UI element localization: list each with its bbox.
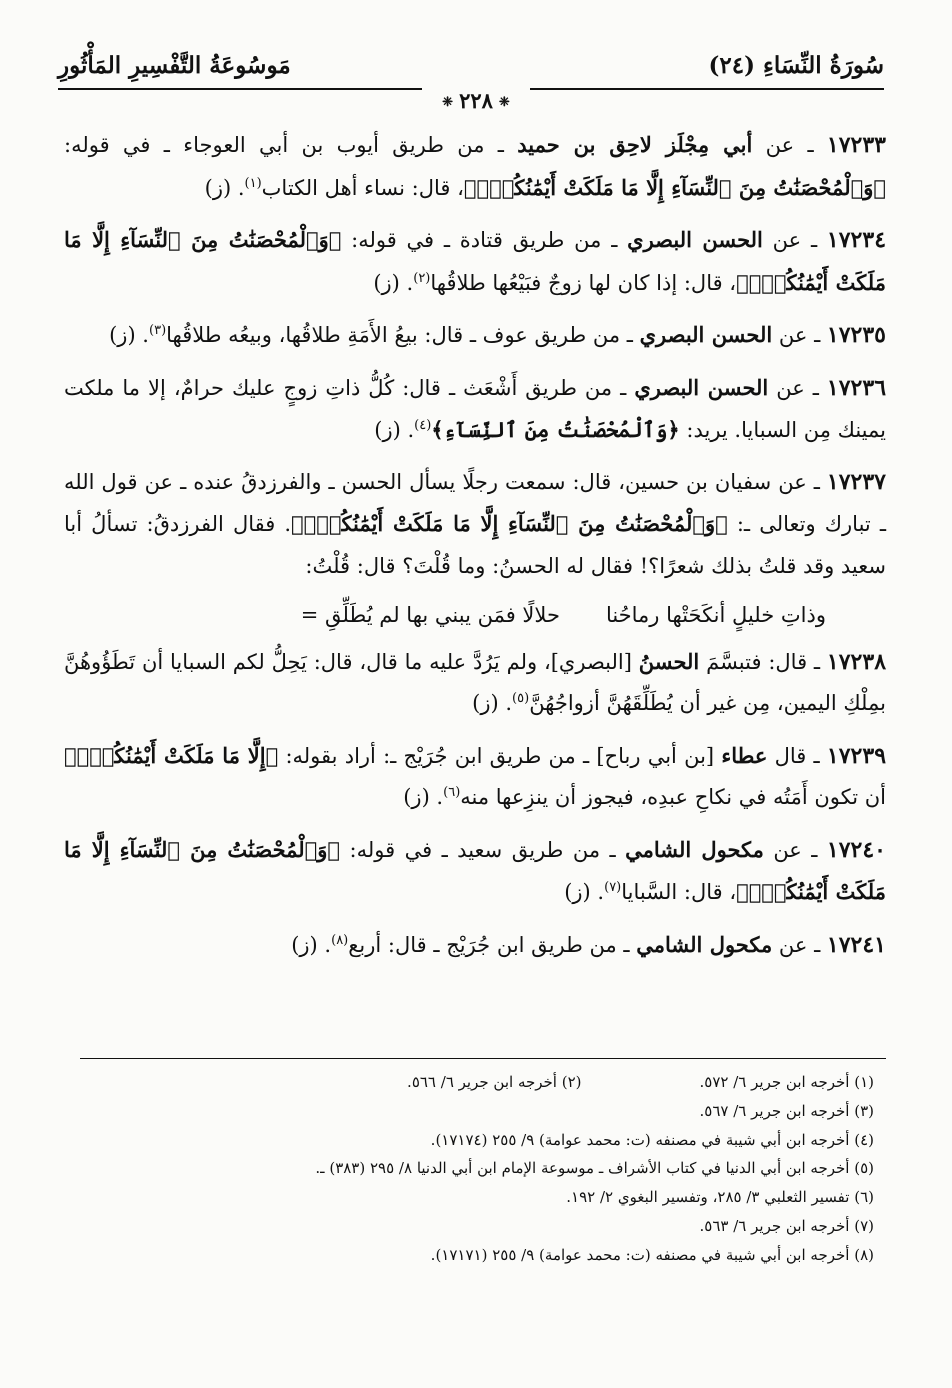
entry-text: ـ عن <box>762 228 827 252</box>
entry-17235 <box>64 314 886 357</box>
quran-quote: ﴿وَٱلْمُحْصَنَٰتُ مِنَ ٱلنِّسَآءِ إِلَّا مَا مَلَكَتْ أَيْمَٰنُكُمْۖ﴾ <box>463 174 886 200</box>
footnote-6: (٦) تفسير الثعلبي ٣/ ٢٨٥، وتفسير البغوي ٢/ ١٩٢. <box>566 1188 874 1207</box>
footnote-ref: (٨) <box>331 932 349 948</box>
entry-number: ١٧٢٣٨ <box>826 648 887 675</box>
footnote-ref: (١) <box>244 175 262 191</box>
entry-text: أن تكون أَمَتُه في نكاحِ عبدِه، فيجوز أن ينزِعها منه <box>460 785 886 809</box>
quran-quote: ﴿إِلَّا مَا مَلَكَتْ أَيْمَٰنُكُمْۖ﴾ <box>64 742 279 768</box>
entry-text: ـ عن <box>763 837 827 862</box>
quran-quote: ﴿وَٱلْمُحْصَنَٰتُ مِنَ ٱلنِّسَآءِ إِلَّا مَا مَلَكَتْ أَيْمَٰنُكُمْۖ﴾ <box>64 836 886 904</box>
entry-text: . (ز) <box>109 323 149 347</box>
entry-text: ـ عن <box>752 133 827 157</box>
quran-quote: ﴿وَٱلْمُحْصَنَٰتُ مِنَ ٱلنِّسَآءِ إِلَّا مَا مَلَكَتْ أَيْمَٰنُكُمْۖ﴾ <box>291 511 728 536</box>
entry-text: ـ قال: فتبسَّمَ <box>699 649 827 674</box>
footnote-ref: (٤) <box>414 418 432 433</box>
narrator-name: الحسن البصري <box>627 227 763 252</box>
main-text <box>64 124 886 976</box>
poetry-verse <box>64 595 886 637</box>
footnote-ref: (٧) <box>604 880 622 895</box>
entry-17238 <box>64 641 886 725</box>
entry-number: ١٧٢٣٧ <box>826 468 886 495</box>
narrator-name: عطاء <box>721 742 768 768</box>
footnote-ref: (٦) <box>443 785 461 800</box>
entry-text: ـ من طريق أيوب بن أبي العوجاء ـ في قوله: <box>64 133 518 157</box>
entry-text: ، قال: إذا كان لها زوجٌ فبَيْعُها طلاقُها <box>430 270 737 295</box>
footnote-ref: (٢) <box>413 270 431 286</box>
entry-text: ـ من طريق ابن جُرَيْج ـ قال: أربع <box>348 932 637 957</box>
quran-quote: ﴿وَٱلْمُحْصَنَٰتُ مِنَ ٱلنِّسَآءِ إِلَّا مَا مَلَكَتْ أَيْمَٰنُكُمْۖ﴾ <box>64 227 886 295</box>
footnote-separator <box>80 1058 886 1059</box>
entry-text: . (ز) <box>204 175 245 200</box>
entry-text: [بن أبي رباح] ـ من طريق ابن جُرَيْج ـ: أراد بقوله: <box>278 743 722 768</box>
footnote-2: (٢) أخرجه ابن جرير ٦/ ٥٦٦. <box>407 1073 582 1091</box>
entry-text: . فقال الفرزدقُ: تسألُ أبا سعيد وقد قلتُ بذلك شعرًا؟! فقال له الحسنُ: وما قُلْتَ؟ قال: قُلْتُ: <box>64 512 886 578</box>
footnote-7: (٧) أخرجه ابن جرير ٦/ ٥٦٣. <box>699 1216 874 1235</box>
entry-text: ـ عن <box>772 323 827 347</box>
footnote-8: (٨) أخرجه ابن أبي شيبة في مصنفه (ت: محمد عوامة) ٩/ ٢٥٥ (١٧١٧١). <box>430 1245 874 1264</box>
entry-text: . (ز) <box>403 785 444 809</box>
footnote-row <box>64 1068 874 1097</box>
verse-first-hemistich: وذاتِ خليلٍ أنكَحَتْها رماحُنا <box>605 603 826 627</box>
narrator-name: الحسن البصري <box>639 322 773 347</box>
entry-17236 <box>64 367 886 452</box>
entry-number: ١٧٢٣٦ <box>826 374 887 401</box>
narrator-name: مكحول الشامي <box>636 931 773 957</box>
footnote-3: (٣) أخرجه ابن جرير ٦/ ٥٦٧. <box>699 1101 874 1120</box>
entry-number: ١٧٢٣٥ <box>826 322 886 348</box>
entry-text: ، قال: نساء أهل الكتاب <box>261 175 464 200</box>
surah-title: سُورَةُ النِّسَاءِ (٢٤) <box>708 52 884 79</box>
entry-text: . (ز) <box>472 691 513 715</box>
entry-17234 <box>64 219 886 304</box>
entry-text: ، قال: السَّبايا <box>621 880 737 904</box>
entry-text: ـ من طريق أَشْعَث ـ قال: كُلُّ ذاتِ زوجٍ عليك حرامٌ، إلا ما ملكت يمينك مِن السبايا. يريد: <box>64 375 886 442</box>
entry-text: ـ من طريق عوف ـ قال: بيعُ الأَمَةِ طلاقُها، وبيعُه طلاقُها <box>166 323 640 347</box>
entry-text: ـ عن سفيان بن حسين، قال: سمعت رجلًا يسأل الحسن ـ والفرزدقُ عنده ـ عن قول الله ـ تبارك وتعالى ـ: <box>64 469 887 536</box>
running-header <box>58 52 884 92</box>
entry-number: ١٧٢٣٤ <box>826 227 887 253</box>
entry-text: ـ من طريق سعيد ـ في قوله: <box>340 837 626 862</box>
narrator-name: مكحول الشامي <box>625 836 764 862</box>
entry-number: ١٧٢٤١ <box>826 931 886 958</box>
page-number: ❈ ٢٢٨ ❈ <box>422 88 530 113</box>
quran-quote: ﴿وَٱلْمُحْصَنَٰتُ مِنَ ٱلنِّسَآءِ﴾ <box>431 417 680 442</box>
entry-17233 <box>64 124 886 209</box>
page-number-row <box>0 88 952 113</box>
entry-number: ١٧٢٤٠ <box>826 836 886 863</box>
entry-text: ـ قال <box>767 743 827 768</box>
entry-number: ١٧٢٣٩ <box>826 742 887 769</box>
book-title: مَوسُوعَةُ التَّفْسِيرِ المَأْثُورِ <box>58 52 291 79</box>
entry-17239 <box>64 735 886 819</box>
entry-text: . (ز) <box>564 880 605 904</box>
entry-17237 <box>64 462 886 588</box>
footnote-ref: (٣) <box>149 323 167 338</box>
entry-text: ـ عن <box>772 932 827 957</box>
verse-second-hemistich: حلالًا فمَن يبني بها لم يُطَلِّقِ = <box>300 603 560 627</box>
entry-text: . (ز) <box>291 932 332 957</box>
entry-text: . (ز) <box>373 270 414 295</box>
entry-number: ١٧٢٣٣ <box>826 132 886 158</box>
entry-text: . (ز) <box>374 418 415 442</box>
entry-text: [البصري]، ولم يَرُدَّ عليه ما قال، قال: يَحِلُّ لكم السبايا أن تَطَؤُوهُنَّ بمِلْكِ اليمين، مِن غير أن يُطَلِّقَهُنَّ أزواجُهُنَّ <box>64 649 886 715</box>
entry-text: ـ عن <box>768 375 827 400</box>
narrator-name: الحسنُ <box>638 648 700 674</box>
entry-text: ـ من طريق قتادة ـ في قوله: <box>341 228 628 252</box>
footnote-5: (٥) أخرجه ابن أبي الدنيا في كتاب الأشراف ـ موسوعة الإمام ابن أبي الدنيا ٨/ ٢٩٥ (٣٨٣) ـ. <box>315 1159 874 1178</box>
footnote-ref: (٥) <box>512 691 530 706</box>
footnotes <box>64 1068 874 1270</box>
entry-17241 <box>64 924 886 967</box>
footnote-4: (٤) أخرجه ابن أبي شيبة في مصنفه (ت: محمد عوامة) ٩/ ٢٥٥ (١٧١٧٤). <box>430 1130 874 1149</box>
entry-17240 <box>64 829 886 914</box>
narrator-name: الحسن البصري <box>634 374 769 400</box>
narrator-name: أبي مِجْلَز لاحِق بن حميد <box>517 132 753 157</box>
footnote-1: (١) أخرجه ابن جرير ٦/ ٥٧٢. <box>699 1073 874 1091</box>
